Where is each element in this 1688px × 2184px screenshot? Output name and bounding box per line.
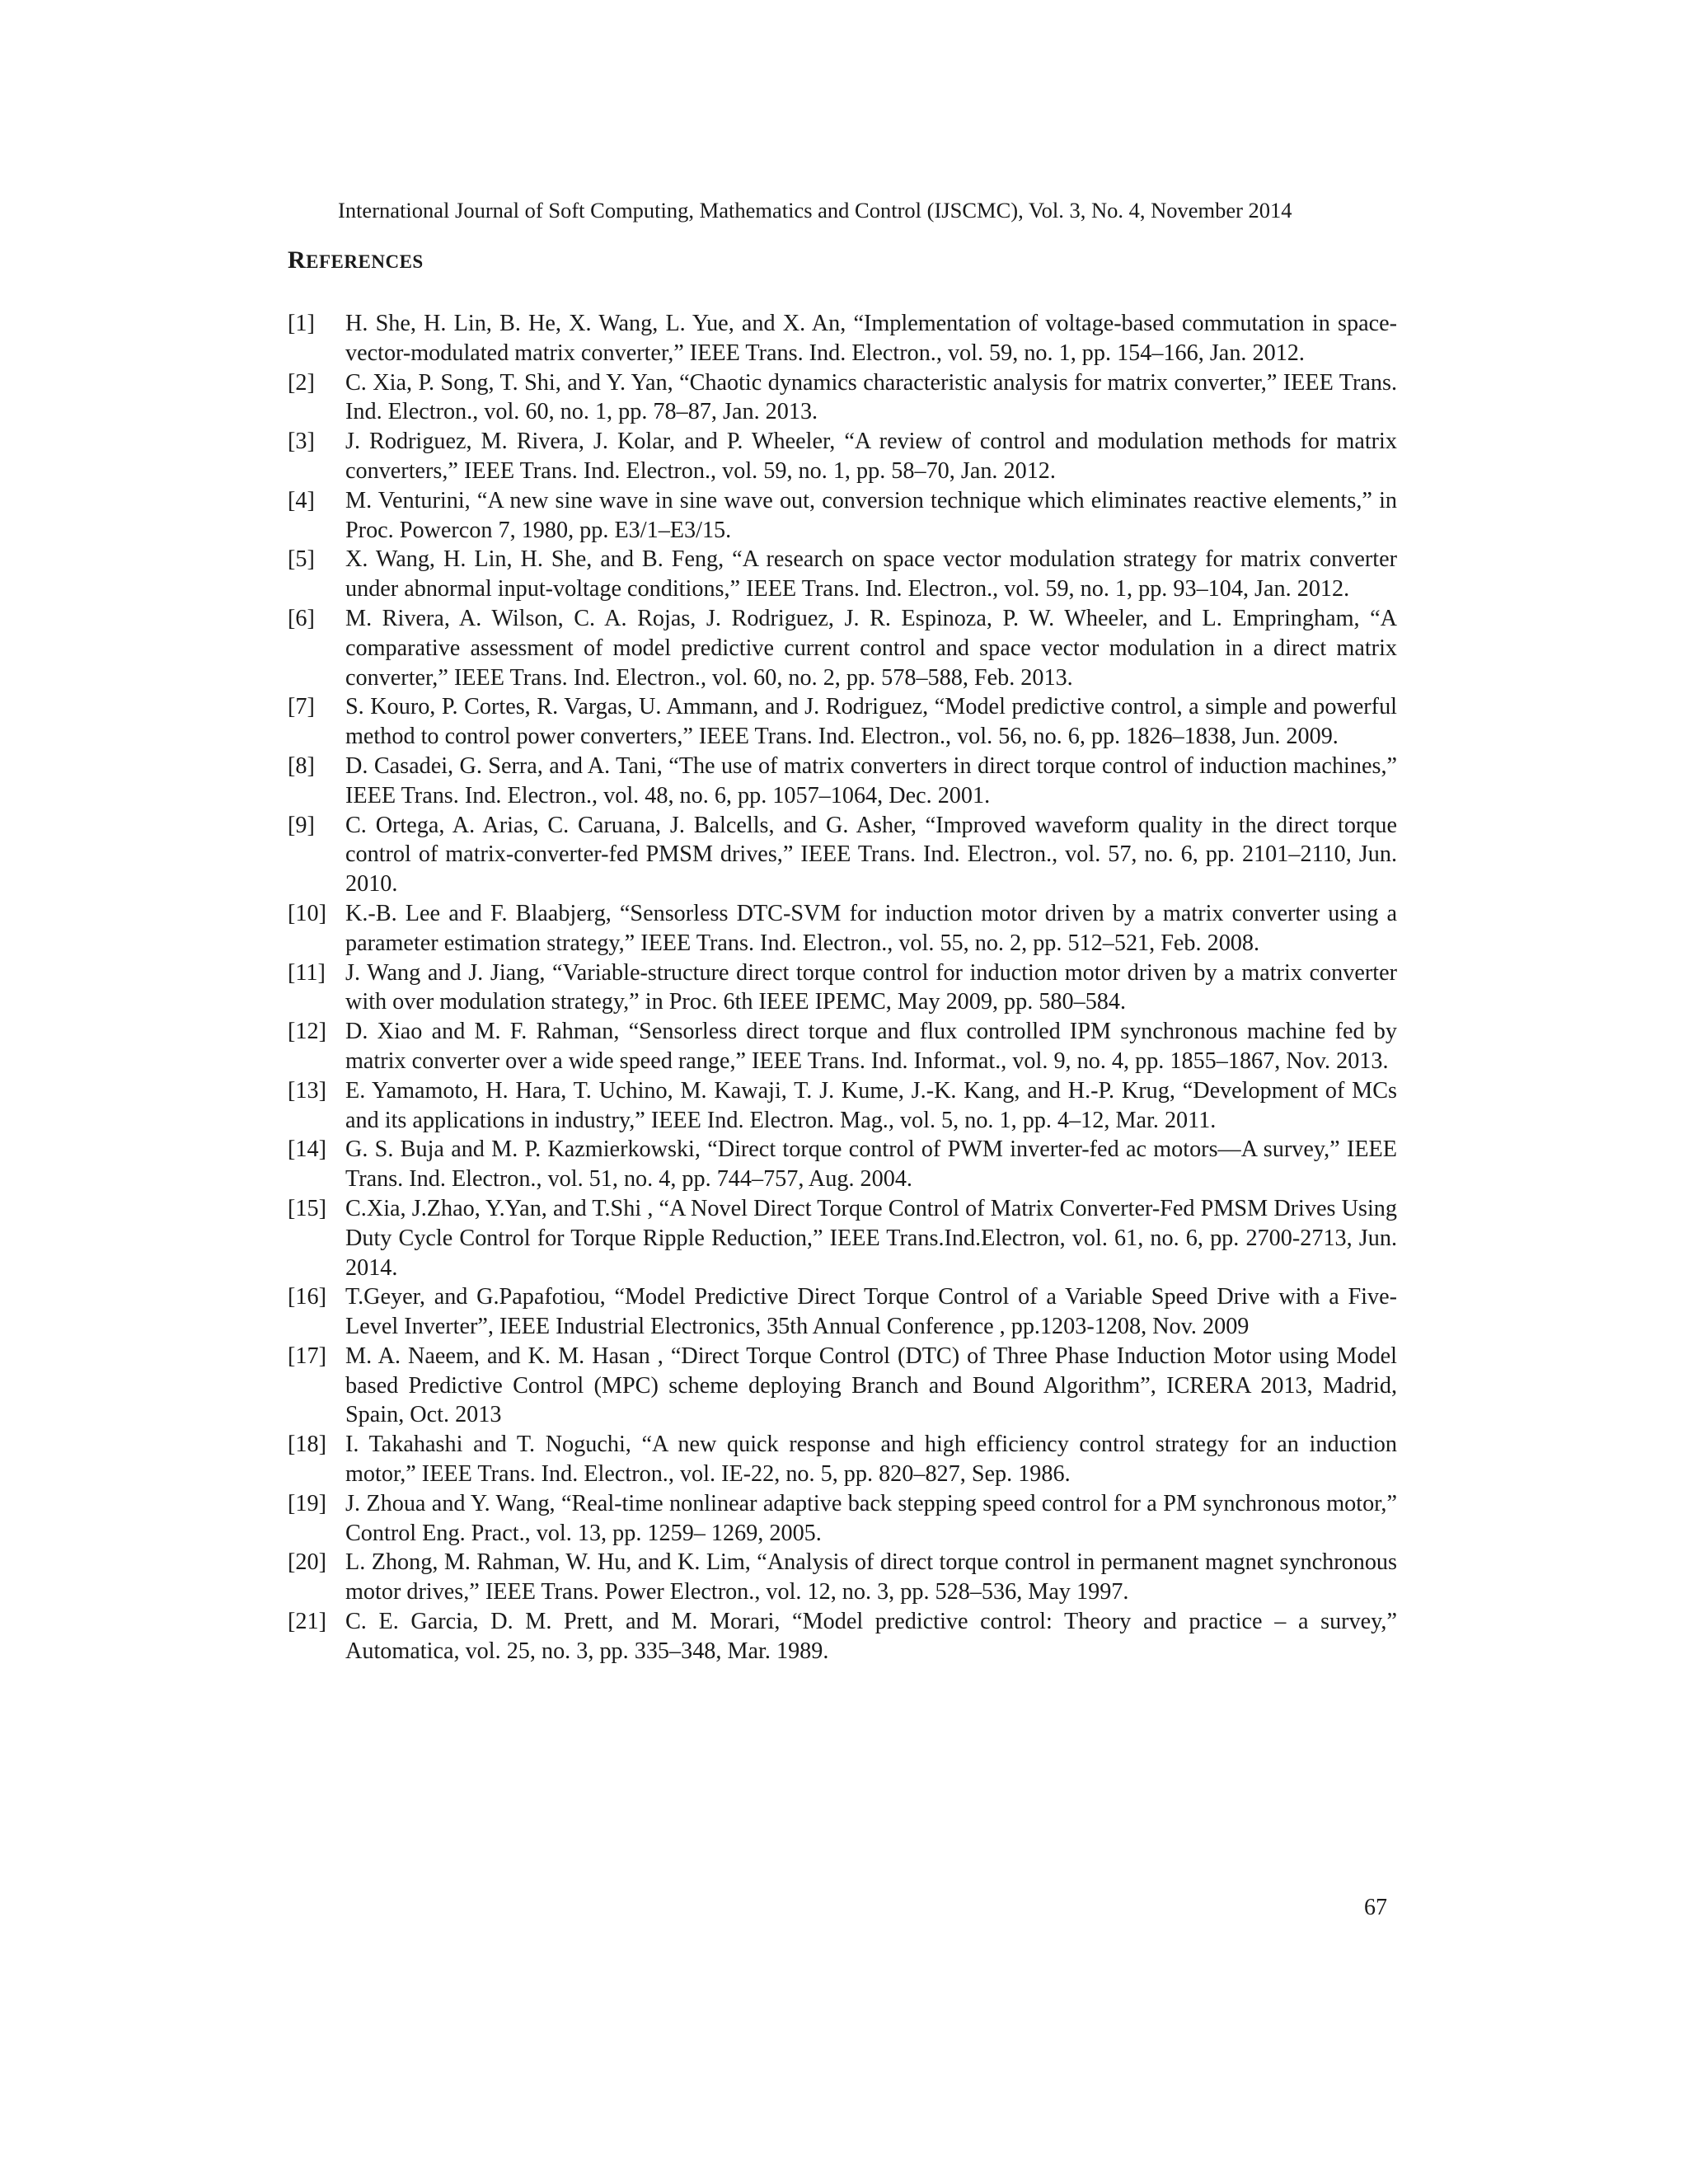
reference-number: [6] (288, 605, 315, 631)
heading-rest: EFERENCES (306, 251, 424, 272)
reference-text: D. Xiao and M. F. Rahman, “Sensorless direct torque and flux controlled IPM synchronous machine fed by matrix converter over a wide speed range,” IEEE Trans. Ind. Informat., vol. 9, no. 4, pp. 1855–1867, Nov. 2013. (345, 1019, 1397, 1074)
reference-text: G. S. Buja and M. P. Kazmierkowski, “Direct torque control of PWM inverter-fed ac motors—A survey,” IEEE Trans. Ind. Electron., vol. 51, no. 4, pp. 744–757, Aug. 2004. (345, 1137, 1397, 1193)
reference-item (288, 1017, 1397, 1076)
page-number: 67 (1364, 1895, 1387, 1920)
reference-item (288, 604, 1397, 692)
reference-text: X. Wang, H. Lin, H. She, and B. Feng, “A research on space vector modulation strategy for matrix converter under abnormal input-voltage conditions,” IEEE Trans. Ind. Electron., vol. 59, no. 1, pp. 93–104, Jan. 2012. (345, 546, 1397, 602)
reference-item (288, 811, 1397, 899)
reference-number: [16] (288, 1284, 326, 1310)
reference-item (288, 427, 1397, 486)
reference-text: C. Xia, P. Song, T. Shi, and Y. Yan, “Chaotic dynamics characteristic analysis for matrix converter,” IEEE Trans. Ind. Electron., vol. 60, no. 1, pp. 78–87, Jan. 2013. (345, 369, 1397, 425)
reference-text: H. She, H. Lin, B. He, X. Wang, L. Yue, and X. An, “Implementation of voltage-based commutation in space-vector-modulated matrix converter,” IEEE Trans. Ind. Electron., vol. 59, no. 1, pp. 154–166, Jan. 2012. (345, 311, 1397, 366)
reference-text: C.Xia, J.Zhao, Y.Yan, and T.Shi , “A Novel Direct Torque Control of Matrix Converter-Fed PMSM Drives Using Duty Cycle Control for Torque Ripple Reduction,” IEEE Trans.Ind.Electron, vol. 61, no. 6, pp. 2700-2713, Jun. 2014. (345, 1195, 1397, 1281)
reference-text: I. Takahashi and T. Noguchi, “A new quick response and high efficiency control strategy for an induction motor,” IEEE Trans. Ind. Electron., vol. IE-22, no. 5, pp. 820–827, Sep. 1986. (345, 1432, 1397, 1488)
reference-item (288, 1076, 1397, 1136)
reference-number: [9] (288, 812, 315, 838)
reference-text: J. Wang and J. Jiang, “Variable-structure direct torque control for induction motor driven by a matrix converter with over modulation strategy,” in Proc. 6th IEEE IPEMC, May 2009, pp. 580–584. (345, 959, 1397, 1015)
running-header: International Journal of Soft Computing, Mathematics and Control (IJSCMC), Vol. 3, No. 4, November 2014 (338, 198, 1292, 223)
reference-item (288, 958, 1397, 1018)
reference-item (288, 309, 1397, 368)
reference-number: [19] (288, 1490, 326, 1516)
section-heading-references (288, 244, 424, 279)
reference-text: E. Yamamoto, H. Hara, T. Uchino, M. Kawaji, T. J. Kume, J.-K. Kang, and H.-P. Krug, “Development of MCs and its applications in industry,” IEEE Ind. Electron. Mag., vol. 5, no. 1, pp. 4–12, Mar. 2011. (345, 1077, 1397, 1133)
reference-number: [3] (288, 429, 315, 455)
reference-item (288, 1607, 1397, 1666)
reference-item (288, 1430, 1397, 1489)
reference-number: [18] (288, 1432, 326, 1458)
reference-item (288, 692, 1397, 752)
reference-item (288, 486, 1397, 546)
reference-item (288, 752, 1397, 811)
reference-item (288, 1282, 1397, 1342)
reference-item (288, 1342, 1397, 1430)
reference-number: [15] (288, 1195, 326, 1221)
reference-item (288, 1135, 1397, 1194)
reference-item (288, 1194, 1397, 1282)
reference-number: [20] (288, 1549, 326, 1576)
reference-item (288, 1489, 1397, 1549)
reference-number: [11] (288, 959, 326, 986)
reference-text: J. Zhoua and Y. Wang, “Real-time nonlinear adaptive back stepping speed control for a PM synchronous motor,” Control Eng. Pract., vol. 13, pp. 1259– 1269, 2005. (345, 1490, 1397, 1546)
reference-number: [1] (288, 311, 315, 336)
reference-number: [7] (288, 694, 315, 720)
reference-text: M. Rivera, A. Wilson, C. A. Rojas, J. Rodriguez, J. R. Espinoza, P. W. Wheeler, and L. Empringham, “A comparative assessment of model predictive current control and space vector modulation in a direct matrix converter,” IEEE Trans. Ind. Electron., vol. 60, no. 2, pp. 578–588, Feb. 2013. (345, 605, 1397, 691)
reference-text: D. Casadei, G. Serra, and A. Tani, “The use of matrix converters in direct torque control of induction machines,” IEEE Trans. Ind. Electron., vol. 48, no. 6, pp. 1057–1064, Dec. 2001. (345, 752, 1397, 808)
reference-number: [21] (288, 1609, 326, 1635)
reference-item (288, 899, 1397, 958)
reference-list (288, 309, 1397, 1666)
reference-item (288, 368, 1397, 428)
reference-text: L. Zhong, M. Rahman, W. Hu, and K. Lim, “Analysis of direct torque control in permanent magnet synchronous motor drives,” IEEE Trans. Power Electron., vol. 12, no. 3, pp. 528–536, May 1997. (345, 1549, 1397, 1605)
reference-number: [12] (288, 1019, 326, 1045)
reference-text: K.-B. Lee and F. Blaabjerg, “Sensorless DTC-SVM for induction motor driven by a matrix converter using a parameter estimation strategy,” IEEE Trans. Ind. Electron., vol. 55, no. 2, pp. 512–521, Feb. 2008. (345, 900, 1397, 956)
reference-item (288, 545, 1397, 604)
reference-text: M. A. Naeem, and K. M. Hasan , “Direct Torque Control (DTC) of Three Phase Induction Motor using Model based Predictive Control (MPC) scheme deploying Branch and Bound Algorithm”, ICRERA 2013, Madrid, Spain, Oct. 2013 (345, 1343, 1397, 1428)
reference-number: [13] (288, 1077, 326, 1104)
reference-text: J. Rodriguez, M. Rivera, J. Kolar, and P. Wheeler, “A review of control and modulation methods for matrix converters,” IEEE Trans. Ind. Electron., vol. 59, no. 1, pp. 58–70, Jan. 2012. (345, 429, 1397, 484)
reference-text: S. Kouro, P. Cortes, R. Vargas, U. Ammann, and J. Rodriguez, “Model predictive control, a simple and powerful method to control power converters,” IEEE Trans. Ind. Electron., vol. 56, no. 6, pp. 1826–1838, Jun. 2009. (345, 694, 1397, 750)
reference-number: [14] (288, 1137, 326, 1163)
reference-text: C. E. Garcia, D. M. Prett, and M. Morari, “Model predictive control: Theory and practice – a survey,” Automatica, vol. 25, no. 3, pp. 335–348, Mar. 1989. (345, 1609, 1397, 1664)
reference-item (288, 1548, 1397, 1607)
reference-text: M. Venturini, “A new sine wave in sine wave out, conversion technique which eliminates reactive elements,” in Proc. Powercon 7, 1980, pp. E3/1–E3/15. (345, 487, 1397, 543)
reference-number: [2] (288, 369, 315, 396)
reference-number: [4] (288, 487, 315, 513)
reference-number: [5] (288, 546, 315, 573)
heading-initial: R (288, 246, 307, 274)
reference-number: [10] (288, 900, 326, 926)
reference-text: C. Ortega, A. Arias, C. Caruana, J. Balcells, and G. Asher, “Improved waveform quality in the direct torque control of matrix-converter-fed PMSM drives,” IEEE Trans. Ind. Electron., vol. 57, no. 6, pp. 2101–2110, Jun. 2010. (345, 812, 1397, 898)
reference-number: [17] (288, 1343, 326, 1369)
reference-number: [8] (288, 752, 315, 779)
reference-text: T.Geyer, and G.Papafotiou, “Model Predictive Direct Torque Control of a Variable Speed Drive with a Five-Level Inverter”, IEEE Industrial Electronics, 35th Annual Conference , pp.1203-1208, Nov. 2009 (345, 1284, 1397, 1340)
